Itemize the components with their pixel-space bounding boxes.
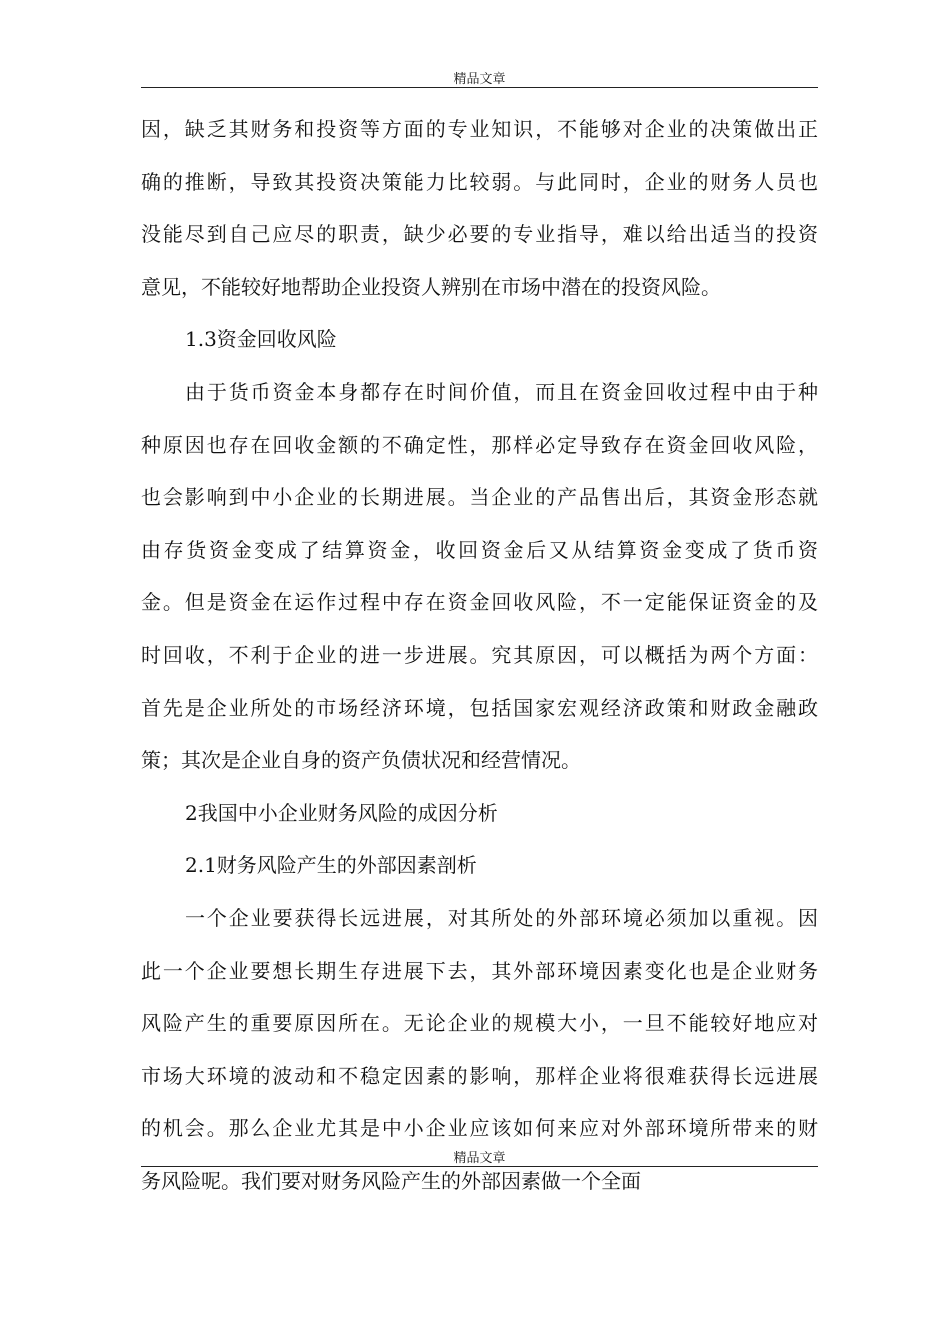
text-line: 一个企业要获得长远进展，对其所处的外部环境必须加以重视。因 [185,905,818,930]
text-line: 时回收，不利于企业的进一步进展。究其原因，可以概括为两个方面： [141,642,818,667]
text-line: 由于货币资金本身都存在时间价值，而且在资金回收过程中由于种 [185,379,818,404]
text-line: 意见，不能较好地帮助企业投资人辨别在市场中潜在的投资风险。 [141,274,721,299]
text-line: 务风险呢。我们要对财务风险产生的外部因素做一个全面 [141,1168,641,1193]
section-heading: 1.3资金回收风险 [185,327,337,352]
body-text [141,103,818,1207]
text-line: 的机会。那么企业尤其是中小企业应该如何来应对外部环境所带来的财 [141,1116,818,1141]
text-line: 金。但是资金在运作过程中存在资金回收风险，不一定能保证资金的及 [141,590,818,615]
page-header: 精品文章 [453,72,506,87]
section-heading: 2.1财务风险产生的外部因素剖析 [185,853,477,878]
header-rule [141,87,818,88]
text-line: 因，缺乏其财务和投资等方面的专业知识，不能够对企业的决策做出正 [141,117,818,141]
text-line: 也会影响到中小企业的长期进展。当企业的产品售出后，其资金形态就 [141,485,818,510]
page-footer: 精品文章 [453,1151,506,1166]
text-line: 策；其次是企业自身的资产负债状况和经营情况。 [141,748,581,773]
text-line: 没能尽到自己应尽的职责，缺少必要的专业指导，难以给出适当的投资 [141,222,818,247]
text-line: 确的推断，导致其投资决策能力比较弱。与此同时，企业的财务人员也 [141,169,818,194]
text-line: 市场大环境的波动和不稳定因素的影响，那样企业将很难获得长远进展 [141,1063,818,1088]
text-line: 风险产生的重要原因所在。无论企业的规模大小，一旦不能较好地应对 [141,1011,818,1036]
text-line: 由存货资金变成了结算资金，收回资金后又从结算资金变成了货币资 [141,537,818,562]
section-heading: 2我国中小企业财务风险的成因分析 [185,800,498,825]
text-line: 此一个企业要想长期生存进展下去，其外部环境因素变化也是企业财务 [141,958,818,983]
text-line: 首先是企业所处的市场经济环境，包括国家宏观经济政策和财政金融政 [141,695,818,720]
text-line: 种原因也存在回收金额的不确定性，那样必定导致存在资金回收风险， [141,432,818,457]
